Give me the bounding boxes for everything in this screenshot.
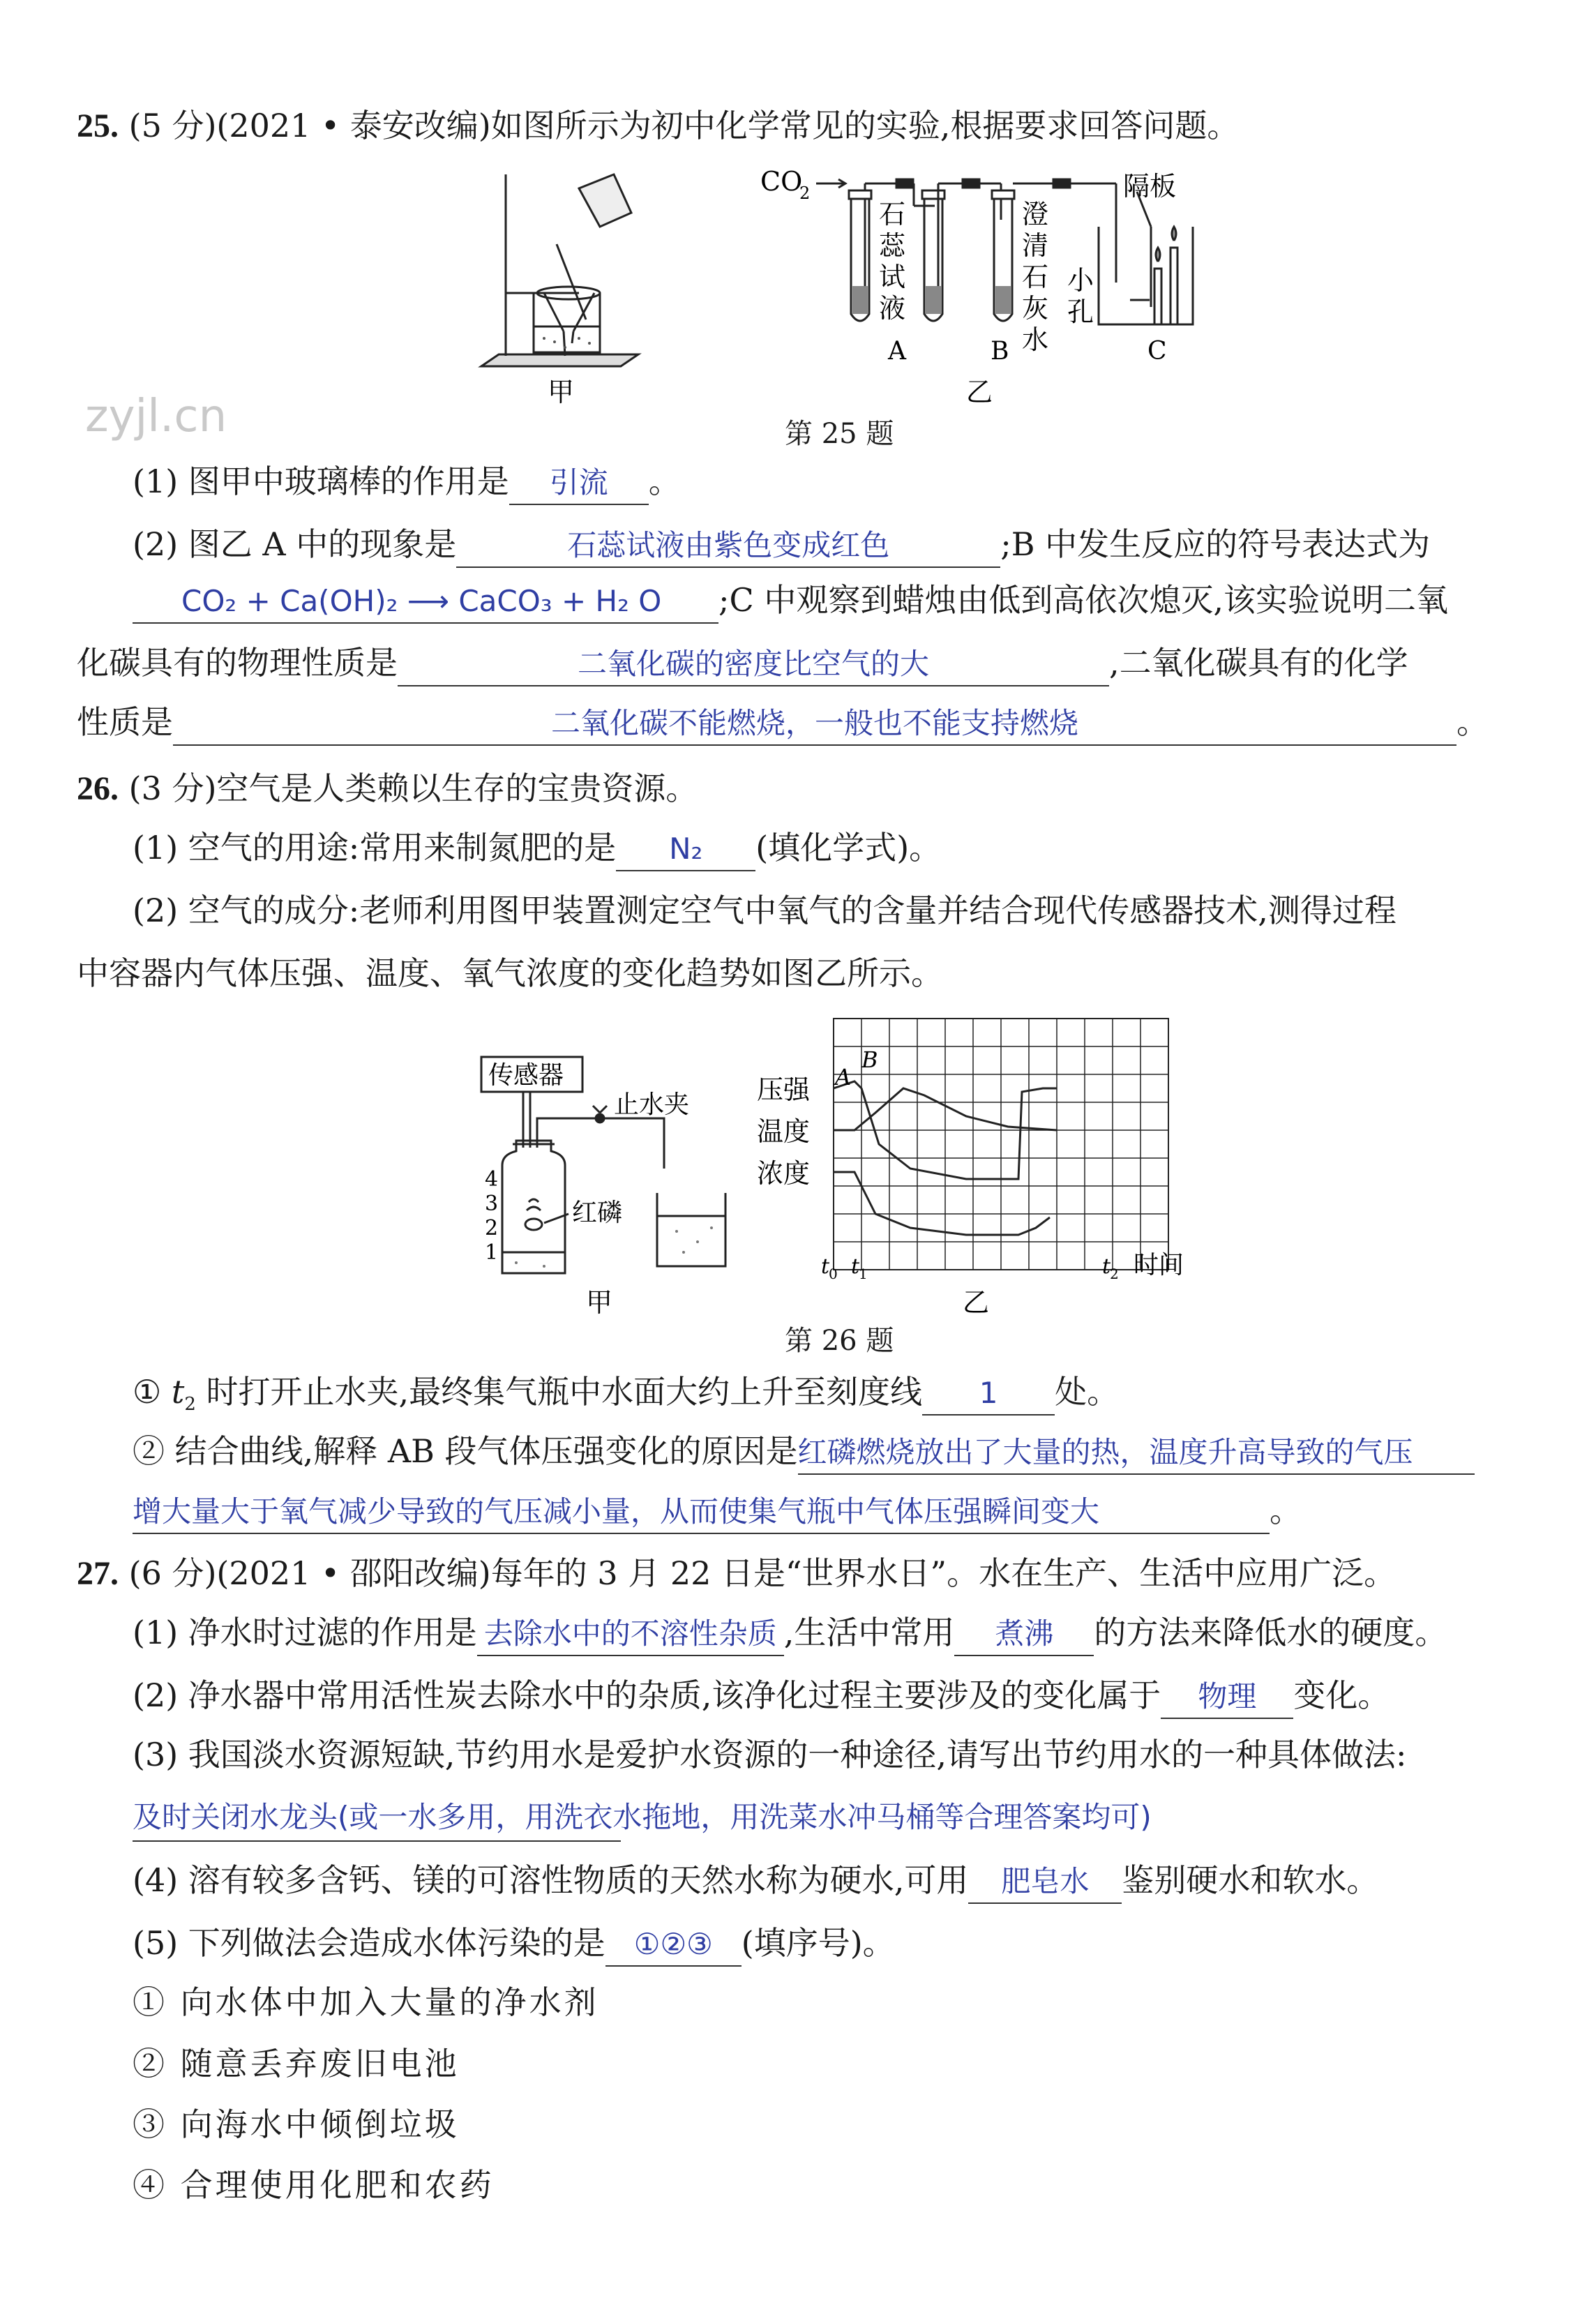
q26-p1-pre: (1) 空气的用途:常用来制氮肥的是 [133,829,617,866]
y-label-concentration: 浓度 [757,1158,811,1189]
q25-p2-line1 [133,523,1430,568]
q26-s1-post: 处。 [1055,1373,1120,1411]
q27-p1-mid: ,生活中常用 [783,1614,955,1651]
q26-p2-line1: (2) 空气的成分:老师利用图甲装置测定空气中氧气的含量并结合现代传感器技术,测得过程 [133,892,1396,929]
q25-p2-line3-pre: 化碳具有的物理性质是 [77,644,398,682]
q25-p2-ans2: CO₂ + Ca(OH)₂ ⟶ CaCO₃ + H₂ O [181,584,662,618]
q26-p1-blank [616,827,755,871]
q27-option-2: ② 随意丢弃废旧电池 [133,2045,460,2082]
board-label: 隔板 [1123,171,1177,202]
q25-figure-yi [760,157,1221,408]
point-b: B [861,1046,878,1073]
q25-p1-blank [509,460,649,505]
q27-p1-blank1 [477,1612,784,1656]
q26-p1-post: (填化学式)。 [755,829,942,866]
q26-figure-jia [474,1050,774,1329]
q26-s2-blank1 [798,1430,1475,1475]
q26-s2-ans2: 增大量大于氧气减少导致的气压减小量，从而使集气瓶中气体压强瞬间变大 [133,1494,1100,1529]
q27-p3-ans: 及时关闭水龙头(或一水多用，用洗衣水拖地，用洗菜水冲马桶等合理答案均可) [133,1800,1152,1834]
t2-label: t [1102,1254,1111,1279]
q26-caption: 第 26 题 [785,1325,894,1357]
q25-p2-ans3: 二氧化碳的密度比空气的大 [577,647,929,681]
q25-p2-line2 [133,579,1448,624]
q27-stem: (6 分)(2021 • 邵阳改编)每年的 3 月 22 日是“世界水日”。水在生产、生活中应用广泛。 [128,1554,1396,1592]
tube-a-char3: 试 [879,262,906,292]
phosphorus-label: 红磷 [572,1199,623,1227]
q25-p2-mid1: ;B 中发生反应的符号表达式为 [1000,525,1431,563]
q25-p2-line3-post: ,二氧化碳具有的化学 [1109,644,1408,682]
point-a: A [835,1064,852,1090]
tube-a-char1: 石 [879,199,906,230]
label-a: A [888,337,906,366]
q25-p1-pre: (1) 图甲中玻璃棒的作用是 [133,463,509,500]
q26-s2-blank2 [133,1489,1270,1534]
q27-option-4: ④ 合理使用化肥和农药 [133,2166,495,2204]
co2-label: CO [760,166,803,197]
tube-b-char5: 水 [1022,324,1049,355]
q26-s1-blank [922,1371,1055,1416]
tube-a-char4: 液 [879,293,906,324]
q26-s1-pre: 时打开止水夹,最终集气瓶中水面大约上升至刻度线 [195,1373,923,1411]
t0-label: t [821,1254,830,1279]
q27-option-1: ① 向水体中加入大量的净水剂 [133,1983,599,2021]
sensor-label: 传感器 [488,1061,564,1090]
y-label-temperature: 温度 [757,1116,811,1147]
q27-p4-blank [968,1859,1122,1904]
y-label-pressure: 压强 [757,1074,811,1105]
q27-p4-post: 鉴别硬水和软水。 [1122,1861,1379,1899]
hole-char2: 孔 [1067,296,1094,327]
q27-p3-underline [133,1840,621,1842]
q25-stem: (5 分)(2021 • 泰安改编)如图所示为初中化学常见的实验,根据要求回答问题。 [128,107,1240,144]
q25-yi-label: 乙 [966,377,993,407]
q27-p2-blank [1161,1674,1293,1719]
q26-jia-label: 甲 [586,1287,613,1318]
q25-figure-jia [474,160,684,412]
x-axis-label: 时间 [1134,1251,1184,1279]
q26-s1-circle: ① [133,1373,162,1411]
co2-sub: 2 [799,183,811,203]
q27-stem-line [77,1552,1396,1595]
q27-p1 [133,1612,1447,1656]
q27-p3-line1: (3) 我国淡水资源短缺,节约用水是爱护水资源的一种途径,请写出节约用水的一种具体做法: [133,1736,1407,1773]
q27-p5-pre: (5) 下列做法会造成水体污染的是 [133,1924,605,1962]
q27-p4-ans: 肥皂水 [1001,1864,1090,1898]
q27-p4 [133,1859,1378,1904]
clamp-label: 止水夹 [614,1090,690,1119]
q26-s1 [133,1371,1119,1425]
q26-p2-line2: 中容器内气体压强、温度、氧气浓度的变化趋势如图乙所示。 [77,954,943,992]
tube-a-char2: 蕊 [879,230,906,261]
q25-p2-line4-post: 。 [1456,703,1489,741]
q25-p2-ans4: 二氧化碳不能燃烧，一般也不能支持燃烧 [550,706,1078,740]
tube-b-char3: 石 [1022,262,1049,292]
q25-p2-blank4 [173,701,1456,746]
q27-p1-ans1: 去除水中的不溶性杂质 [483,1616,777,1651]
q25-p2-blank1 [456,523,1000,568]
q25-stem-line [77,105,1239,147]
q27-p1-ans2: 煮沸 [995,1616,1054,1651]
q27-p2-pre: (2) 净水器中常用活性炭去除水中的杂质,该净化过程主要涉及的变化属于 [133,1676,1161,1714]
q26-s2-post: 。 [1270,1492,1302,1529]
q26-p1-ans: N₂ [669,832,703,866]
q27-p1-post: 的方法来降低水的硬度。 [1094,1614,1447,1651]
q26-p1 [133,827,941,871]
q27-p4-pre: (4) 溶有较多含钙、镁的可溶性物质的天然水称为硬水,可用 [133,1861,969,1899]
q26-stem-line [77,767,698,810]
q25-number: 25. [77,107,119,144]
q27-p2 [133,1674,1390,1719]
q25-p2-mid2: ;C 中观察到蜡烛由低到高依次熄灭,该实验说明二氧 [718,581,1448,619]
q26-s2-line2 [133,1489,1302,1534]
q27-p2-post: 变化。 [1293,1676,1390,1714]
q26-number: 26. [77,770,119,807]
label-b: B [991,337,1009,366]
q27-p5-blank [605,1922,741,1967]
q26-yi-label: 乙 [963,1287,990,1318]
q26-s1-t-sub: 2 [184,1394,196,1416]
watermark: zyjl.cn [85,391,227,442]
q25-p2-line3 [77,642,1408,686]
q25-jia-label: 甲 [548,377,575,407]
t1-label: t [851,1254,860,1279]
q25-caption: 第 25 题 [785,418,894,450]
q25-p2-pre: (2) 图乙 A 中的现象是 [133,525,457,563]
q26-stem: (3 分)空气是人类赖以生存的宝贵资源。 [128,769,698,807]
scale-4: 4 [485,1167,499,1192]
q25-p1-ans: 引流 [549,465,608,500]
q27-number: 27. [77,1555,119,1592]
q26-s1-t: t [171,1373,185,1411]
t2-sub: 2 [1110,1266,1119,1282]
q25-p2-line4-pre: 性质是 [77,703,173,741]
tube-b-char4: 灰 [1022,293,1049,324]
q27-option-3: ③ 向海水中倾倒垃圾 [133,2105,460,2143]
q27-p5-post: (填序号)。 [741,1924,895,1962]
q25-p2-line4 [77,701,1489,746]
q25-p1 [133,460,681,505]
q25-p2-blank3 [398,642,1109,686]
q26-s1-ans: 1 [979,1376,998,1410]
t1-sub: 1 [859,1266,868,1282]
q25-p1-post: 。 [648,463,681,500]
tube-b-char2: 清 [1022,230,1049,261]
hole-char1: 小 [1067,265,1094,296]
q27-p5-ans: ①②③ [633,1927,713,1961]
q26-s2-ans1: 红磷燃烧放出了大量的热，温度升高导致的气压 [797,1435,1413,1469]
q27-p5 [133,1922,895,1967]
tube-b-char1: 澄 [1022,199,1049,230]
q27-p1-blank2 [954,1612,1094,1656]
q25-p2-blank2 [133,579,718,624]
label-c: C [1147,337,1167,366]
q25-p2-ans1: 石蕊试液由紫色变成红色 [567,528,890,562]
t0-sub: 0 [829,1266,838,1282]
q26-s2-line1 [133,1430,1475,1475]
q26-figure-yi [757,1012,1203,1319]
q27-p1-pre: (1) 净水时过滤的作用是 [133,1614,477,1651]
q26-s2-pre: ② 结合曲线,解释 AB 段气体压强变化的原因是 [133,1432,798,1470]
scale-2: 2 [485,1216,499,1240]
scale-1: 1 [485,1240,499,1265]
scale-3: 3 [485,1192,499,1216]
q27-p2-ans: 物理 [1198,1679,1257,1713]
